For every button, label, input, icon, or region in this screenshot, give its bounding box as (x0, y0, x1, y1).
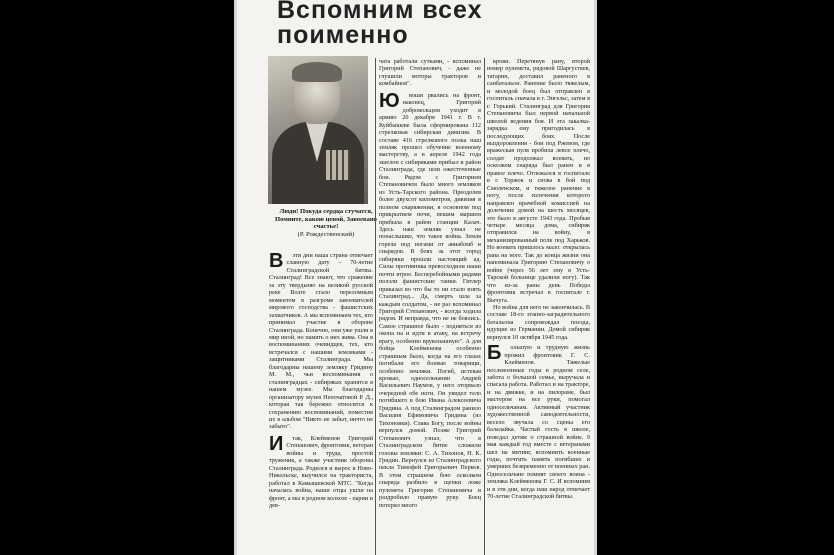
col3-paragraph-3: ольшую и трудную жизнь прожил фронтовик Г. С. Клейменов. Тяжелые послевоенные годы в родном селе, забота о большой семье, выручала и спасала работа. Работал и на тракторе, и на движке, и на пилораме, был мастером на все руки, помогал одноcельчанам. Активный участник художественной самодеятельности, весело звучала со сцены его балалайка. Частый гость в школе, поведал детям о страшной войне. 9 мая каждый год вместе с ветеранами шел на митинг, вспомнить военные годы, почтить память погибших и умерших безвременно от военных ран. Односельчане помнят своего воина - земляка Клейменова Г. С. И вспомним и в эти дни, когда наш народ отмечает 70-летие Сталинградской битвы. (487, 344, 590, 501)
veteran-portrait-photo (268, 56, 368, 204)
col2-top-text: чата работали сутками, - вспоминал Григорий Степанович, - даже не глушили моторы тракторов и комбайнов". (379, 58, 481, 88)
drop-cap-i: И (269, 432, 284, 455)
page-edge-left (234, 0, 237, 555)
col2-paragraph-1: ноши рвались на фронт, наконец, Григорий добровольцем уходит в армию 20 декабря 1941 г. В г. Куйбышеве была сформирована 112 стрелковая сибирская дивизия. В составе 416 стрелкового полка наш земляк прошел обучение военному мастерству, а в апреле 1942 года эшелон с сибиряками прибыл в район Сталинграда, где шли ожесточенные бои. Рядом с Григорием Степановичем было много земляков из Усть-Тарского района. Преодолев более двухсот километров, дивизия в полном снаряжении, в основном под прикрытием ночи, пешим маршем прибыла в район станции Калач. Здесь наш земляк узнал не понаслышке, что такое война. Земля горела под ногами от авиабомб и снарядов. В боях за этот город сибиряки прошли настоящий ад. Силы противника превосходили наши почти втрое. Бесперебойными рядами ползли фашистские танки. Гитлер приказал во что бы то ни стало взять Сталинград... Да, смерть шла за каждым солдатом, - не раз вспоминал Григорий Степанович, - всегда ходила рядом. И неправда, что не не боялись. Самое страшное было - подняться из окопа на и идти в атаку, на встречу врагу, особенно врукопашную". А для бойца Клейменова особенно страшным было, когда на его глазах погибали его боевые товарищи, особенно земляки. Погиб, истекая кровью, одноcельчанин Андрей Васильевич Наумов, у него оторвало очередной обе ноги. Он увидел тело погибшего в бою Ивана Алексеевича Гридина. А под Сталинградом ранило Василия Ефимовича Гридина (из Тихоновки). Слава Богу, после войны вернулся домой. Позже Григорий Степанович узнал, что в Сталинградском битве сложили головы земляки: С. А. Тихонов, Н. К. Гридин. Вернулся из Сталинградского пекла Тимофей Григорьевич Перков. В этом страшном бою осколком снаряда разбило в щепки ложе пулемета Григория Степановича и раздробило правую руку. Боец потерял много (379, 91, 481, 509)
drop-cap-yu: Ю (379, 89, 400, 112)
headline-line-2: поименно (277, 21, 409, 49)
column-divider (484, 58, 485, 555)
col3-paragraph-1: крови. Перетянув рану, второй номер пулемета, рядовой Шаргустяев, татарин, доставил раненого в санбатальон. Ранение было тяжелым, и молодой боец был отправлен в госпиталь сначала в г. Энгельс, затем в г. Горький. Сталинград для Григория Степановича был первой начальной школой ведения боя. И эта закалка-зарядка ему пригодилась в последующих боях. После выздоровления - бои под Ржевом, где вражеская пуля пробила левое плечо, солдат продолжал воевать, но осколком снаряда был ранен и в правое плечо. Отлежался в госпитале в г. Торжок и снова в бой под Смоленском, и тяжелое ранение в ногу, после излечения которого направлен врачебной комиссией на долечение домой на шесть месяцев, это было в августе 1943 года. Пробыв четыре месяца дома, сибиряк отправился на войну, в механизированный полк под Харьков. Но воевать пришлось мало: открылась рана на ноге. Так до конца жизни она напоминала Григорию Степановичу о войне (через 56 лет ему в Усть-Тарской больнице удалили ногу). Так что из-за раны день Победы фронтовик встречал в госпитале г. Вычуга. (487, 58, 590, 304)
column-divider (375, 58, 376, 555)
article-column-1 (269, 252, 373, 555)
headline-line-1: Вспомним всех (277, 0, 483, 24)
page-edge-right (594, 0, 597, 555)
article-column-2 (379, 58, 481, 555)
article-column-3 (487, 58, 590, 555)
col1-paragraph-2: так, Клейменов Григорий Степанович, фронтовик, ветеран войны и труда, простой труженик, а также участник обороны Сталинграда. Родился и вырос в Ново-Никольске, выучился на тракториста, работал в Камышевской МТС. "Когда началась война, наши отцы ушли на фронт, а мы в родном колхозе - парни и дев- (269, 434, 373, 509)
poem-text: Люди! Покуда сердца стучатся, Помните, какою ценой, Завоевано счастье! (275, 208, 377, 230)
col3-paragraph-2: Но война для него не закончилась. В составе 18-го этапно-заградительного батальона сопровождал поезда, идущие из Германии. Домой сибиряк вернулся 10 октября 1945 года. (487, 303, 590, 341)
headline (277, 0, 557, 48)
col1-paragraph-1: эти дни наша страна отмечает славную дату - 70-летие Сталинградской битвы. Сталинград! Все знают, что сражение за эту твердыню на великой русской реке Волге стало переломным моментом в разгроме завоевателей мирового господства - фашистских захватчиков. А мы вспоминаем тех, кто принимал участие в обороне Сталинграда. Конечно, они уже ушли в мир иной, но память о них жива. Она в воспоминаниях очевидцев, тех, кто встречался с нашими земляками - защитниками Сталинграда. Мы благодарны нашему земляку Гридину М. М., чьи воспоминания о сталинградцах - сибиряках хранятся в нашем музее. Мы благодарны организатору музея Непочатовой Р. Д., которая так бережно относится к сохранению воспоминаний, поместив их в альбом "Никто не забыт, ничто не забыто". (269, 252, 373, 431)
photo-caption-poem (271, 208, 381, 238)
drop-cap-v: В (269, 252, 284, 272)
poem-attribution: (Р. Рождественский) (297, 230, 355, 238)
drop-cap-b: Б (487, 342, 502, 365)
newspaper-page (237, 0, 594, 555)
